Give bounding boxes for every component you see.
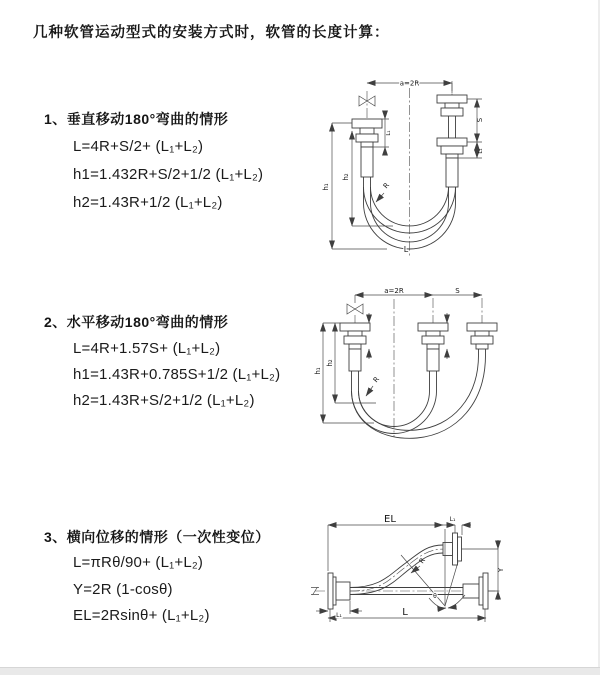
section3-formula-L: L=πRθ/90+ (L₁+L₂) bbox=[73, 554, 204, 571]
dim-label-y: Y bbox=[497, 567, 505, 573]
dim-label-l1-right: L₁ bbox=[478, 148, 484, 154]
left-fitting bbox=[352, 119, 382, 177]
section3-formula-Y: Y=2R (1-cosθ) bbox=[73, 581, 173, 598]
dim-label-l1-left: L₁ bbox=[336, 612, 342, 619]
dim-label-a2r: a=2R bbox=[384, 287, 404, 295]
hose-curves bbox=[352, 355, 486, 438]
dim-label-el: EL bbox=[384, 514, 396, 525]
right-fitting bbox=[467, 323, 497, 355]
right-fitting-lower bbox=[437, 138, 467, 187]
dim-label-h2: h₂ bbox=[342, 173, 350, 181]
dim-label-l: L bbox=[402, 607, 408, 618]
dim-label-h1: h₁ bbox=[314, 367, 322, 375]
section1-formula-h1: h1=1.432R+S/2+1/2 (L₁+L₂) bbox=[73, 166, 264, 183]
dim-label-l1-top: L₁ bbox=[449, 516, 456, 523]
section1-formula-L: L=4R+S/2+ (L₁+L₂) bbox=[73, 138, 204, 155]
diagram-horizontal-180-bend bbox=[312, 283, 517, 448]
diagram-lateral-displacement bbox=[305, 505, 515, 660]
section3-heading: 3、横向位移的情形（一次性变位） bbox=[44, 529, 270, 545]
dim-label-r: R bbox=[417, 556, 428, 566]
dim-label-h2: h₂ bbox=[326, 359, 334, 367]
section2-formula-h1: h1=1.43R+0.785S+1/2 (L₁+L₂) bbox=[73, 366, 281, 383]
section1-heading: 1、垂直移动180°弯曲的情形 bbox=[44, 111, 229, 127]
centerlines bbox=[367, 81, 452, 256]
left-flange bbox=[328, 573, 350, 609]
dim-label-s: S bbox=[455, 287, 460, 295]
page-title: 几种软管运动型式的安装方式时，软管的长度计算： bbox=[33, 25, 390, 41]
dim-label-theta: θ bbox=[433, 593, 437, 600]
left-fitting bbox=[340, 323, 370, 371]
section1-formula-h2: h2=1.43R+1/2 (L₁+L₂) bbox=[73, 194, 223, 211]
dim-label-s: S bbox=[476, 117, 484, 123]
dim-label-l1-left: L₁ bbox=[386, 130, 392, 136]
right-fitting-upper bbox=[437, 95, 467, 138]
diagram-vertical-180-bend bbox=[315, 75, 520, 260]
page-edge-bottom bbox=[0, 667, 600, 675]
section2-formula-h2: h2=1.43R+S/2+1/2 (L₁+L₂) bbox=[73, 392, 255, 409]
section3-formula-EL: EL=2Rsinθ+ (L₁+L₂) bbox=[73, 607, 210, 624]
right-flange bbox=[463, 573, 488, 609]
section2-formula-L: L=4R+1.57S+ (L₁+L₂) bbox=[73, 340, 221, 357]
section2-heading: 2、水平移动180°弯曲的情形 bbox=[44, 314, 229, 330]
dim-label-r: R bbox=[371, 375, 382, 385]
upper-flange bbox=[443, 533, 462, 565]
middle-fitting bbox=[418, 323, 448, 371]
valve-icon bbox=[347, 304, 363, 314]
dim-label-l: L bbox=[403, 245, 409, 254]
dim-label-h1: h₁ bbox=[322, 183, 330, 191]
diagram1-labels bbox=[322, 80, 484, 255]
dim-label-a2r: a=2R bbox=[399, 79, 420, 88]
dim-label-r: R bbox=[381, 181, 392, 191]
